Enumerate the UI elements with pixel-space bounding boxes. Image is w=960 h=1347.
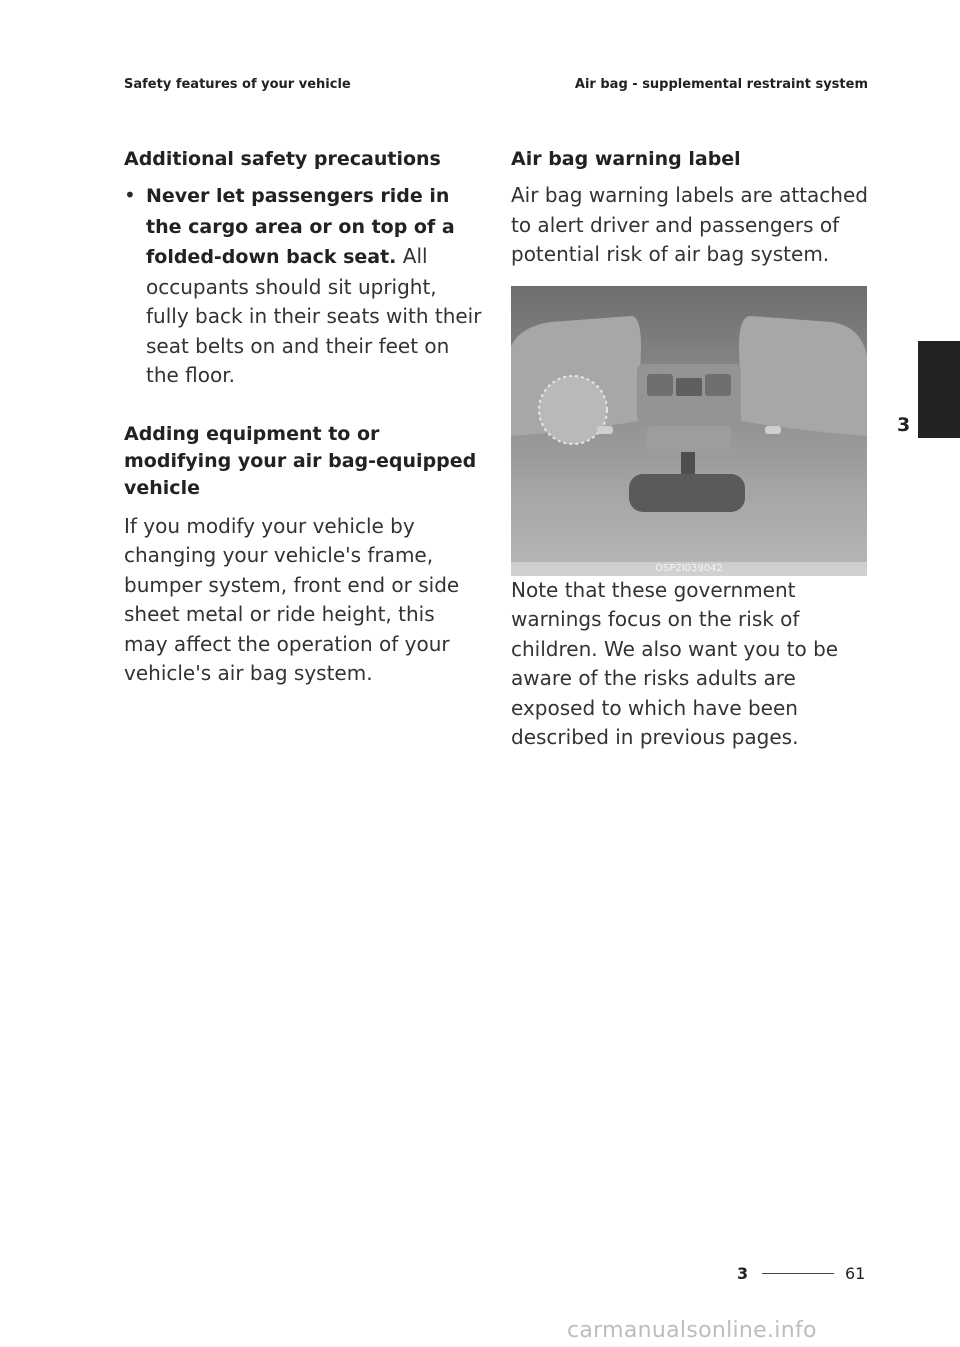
chapter-tab — [918, 341, 960, 438]
section-text-warning-intro: Air bag warning labels are attached to alert driver and passengers of potential risk of air bag system. — [511, 183, 868, 266]
sun-visor-illustration — [511, 286, 867, 576]
left-column — [124, 146, 484, 689]
bullet-item — [124, 181, 484, 391]
section-text-modifying: If you modify your vehicle by changing your vehicle's frame, bumper system, front end or side sheet metal or ride height, this may affect the operation of your vehicle's air bag system. — [124, 513, 460, 685]
bullet-dot-icon: • — [124, 183, 136, 207]
footer-divider — [762, 1273, 834, 1274]
bullet-body-text: All occupants should sit upright, fully back in their seats with their seat belts on and their feet on the floor. — [146, 244, 482, 387]
bullet-bold-text: Never let passengers ride in the cargo area or on top of a folded-down back seat. — [146, 185, 455, 268]
section-modifying — [124, 421, 484, 689]
section-title-modifying: Adding equipment to or modifying your air bag-equipped vehicle — [124, 422, 477, 499]
running-header-left: Safety features of your vehicle — [124, 77, 351, 92]
watermark: carmanualsonline.info — [567, 1318, 817, 1343]
footer-section-number: 3 — [737, 1264, 749, 1283]
warning-label-photo — [511, 286, 867, 576]
chapter-tab-number: 3 — [897, 414, 911, 436]
section-text-warning-note: Note that these government warnings focus on the risk of children. We also want you to be aware of the risks adults are exposed to which have been described in previous pages. — [511, 577, 839, 749]
running-header-right: Air bag - supplemental restraint system — [574, 77, 868, 92]
bullet-text — [146, 181, 484, 391]
section-title-safety-precautions: Additional safety precautions — [124, 148, 441, 170]
photo-code-label: OSP2I039042 — [511, 562, 867, 576]
right-column — [511, 146, 871, 753]
section-title-warning-label: Air bag warning label — [511, 148, 741, 170]
footer-page-number: 61 — [845, 1264, 866, 1283]
